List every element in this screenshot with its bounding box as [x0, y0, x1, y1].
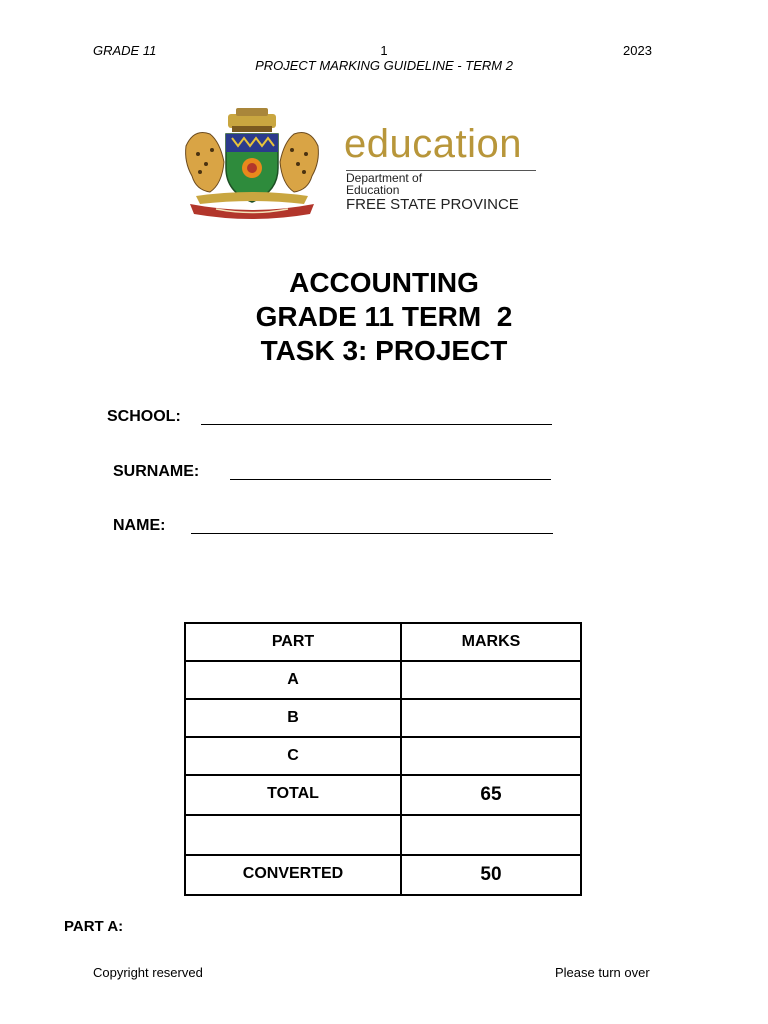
row-marks — [401, 815, 581, 855]
footer-turn-over: Please turn over — [555, 965, 650, 980]
row-marks: 50 — [401, 855, 581, 895]
school-input-line[interactable] — [201, 424, 552, 425]
table-row-total — [185, 775, 581, 815]
name-input-line[interactable] — [191, 533, 553, 534]
logo-line-department: Department of — [346, 171, 423, 185]
logo-line-education: Education — [346, 183, 400, 197]
school-label: SCHOOL: — [107, 408, 181, 425]
table-row — [185, 737, 581, 775]
table-header-row — [185, 623, 581, 661]
row-marks[interactable] — [401, 699, 581, 737]
row-marks: 65 — [401, 775, 581, 815]
title-subject: ACCOUNTING — [289, 267, 479, 298]
row-part: B — [185, 699, 401, 737]
row-part — [185, 815, 401, 855]
row-part: TOTAL — [185, 775, 401, 815]
row-marks[interactable] — [401, 737, 581, 775]
title-grade-term: GRADE 11 TERM 2 — [255, 301, 513, 332]
table-row — [185, 699, 581, 737]
header-subtitle: PROJECT MARKING GUIDELINE - TERM 2 — [255, 58, 513, 73]
table-row-converted — [185, 855, 581, 895]
logo-line-province: FREE STATE PROVINCE — [346, 196, 519, 213]
footer-copyright: Copyright reserved — [93, 965, 203, 980]
section-part-a-heading: PART A: — [64, 918, 124, 935]
document-title — [0, 266, 768, 368]
title-task: TASK 3: PROJECT — [260, 335, 508, 366]
header-year: 2023 — [623, 43, 652, 58]
surname-label: SURNAME: — [113, 463, 200, 480]
surname-input-line[interactable] — [230, 479, 551, 480]
header-page-number: 1 — [380, 43, 388, 58]
row-part: A — [185, 661, 401, 699]
row-part: C — [185, 737, 401, 775]
row-marks[interactable] — [401, 661, 581, 699]
logo-wordmark: education — [344, 122, 522, 166]
header-grade: GRADE 11 — [93, 43, 157, 58]
table-row — [185, 661, 581, 699]
marks-table — [184, 622, 582, 896]
department-logo — [176, 106, 546, 224]
header-marks: MARKS — [401, 623, 581, 661]
table-row — [185, 815, 581, 855]
row-part: CONVERTED — [185, 855, 401, 895]
header-part: PART — [185, 623, 401, 661]
name-label: NAME: — [113, 517, 166, 534]
